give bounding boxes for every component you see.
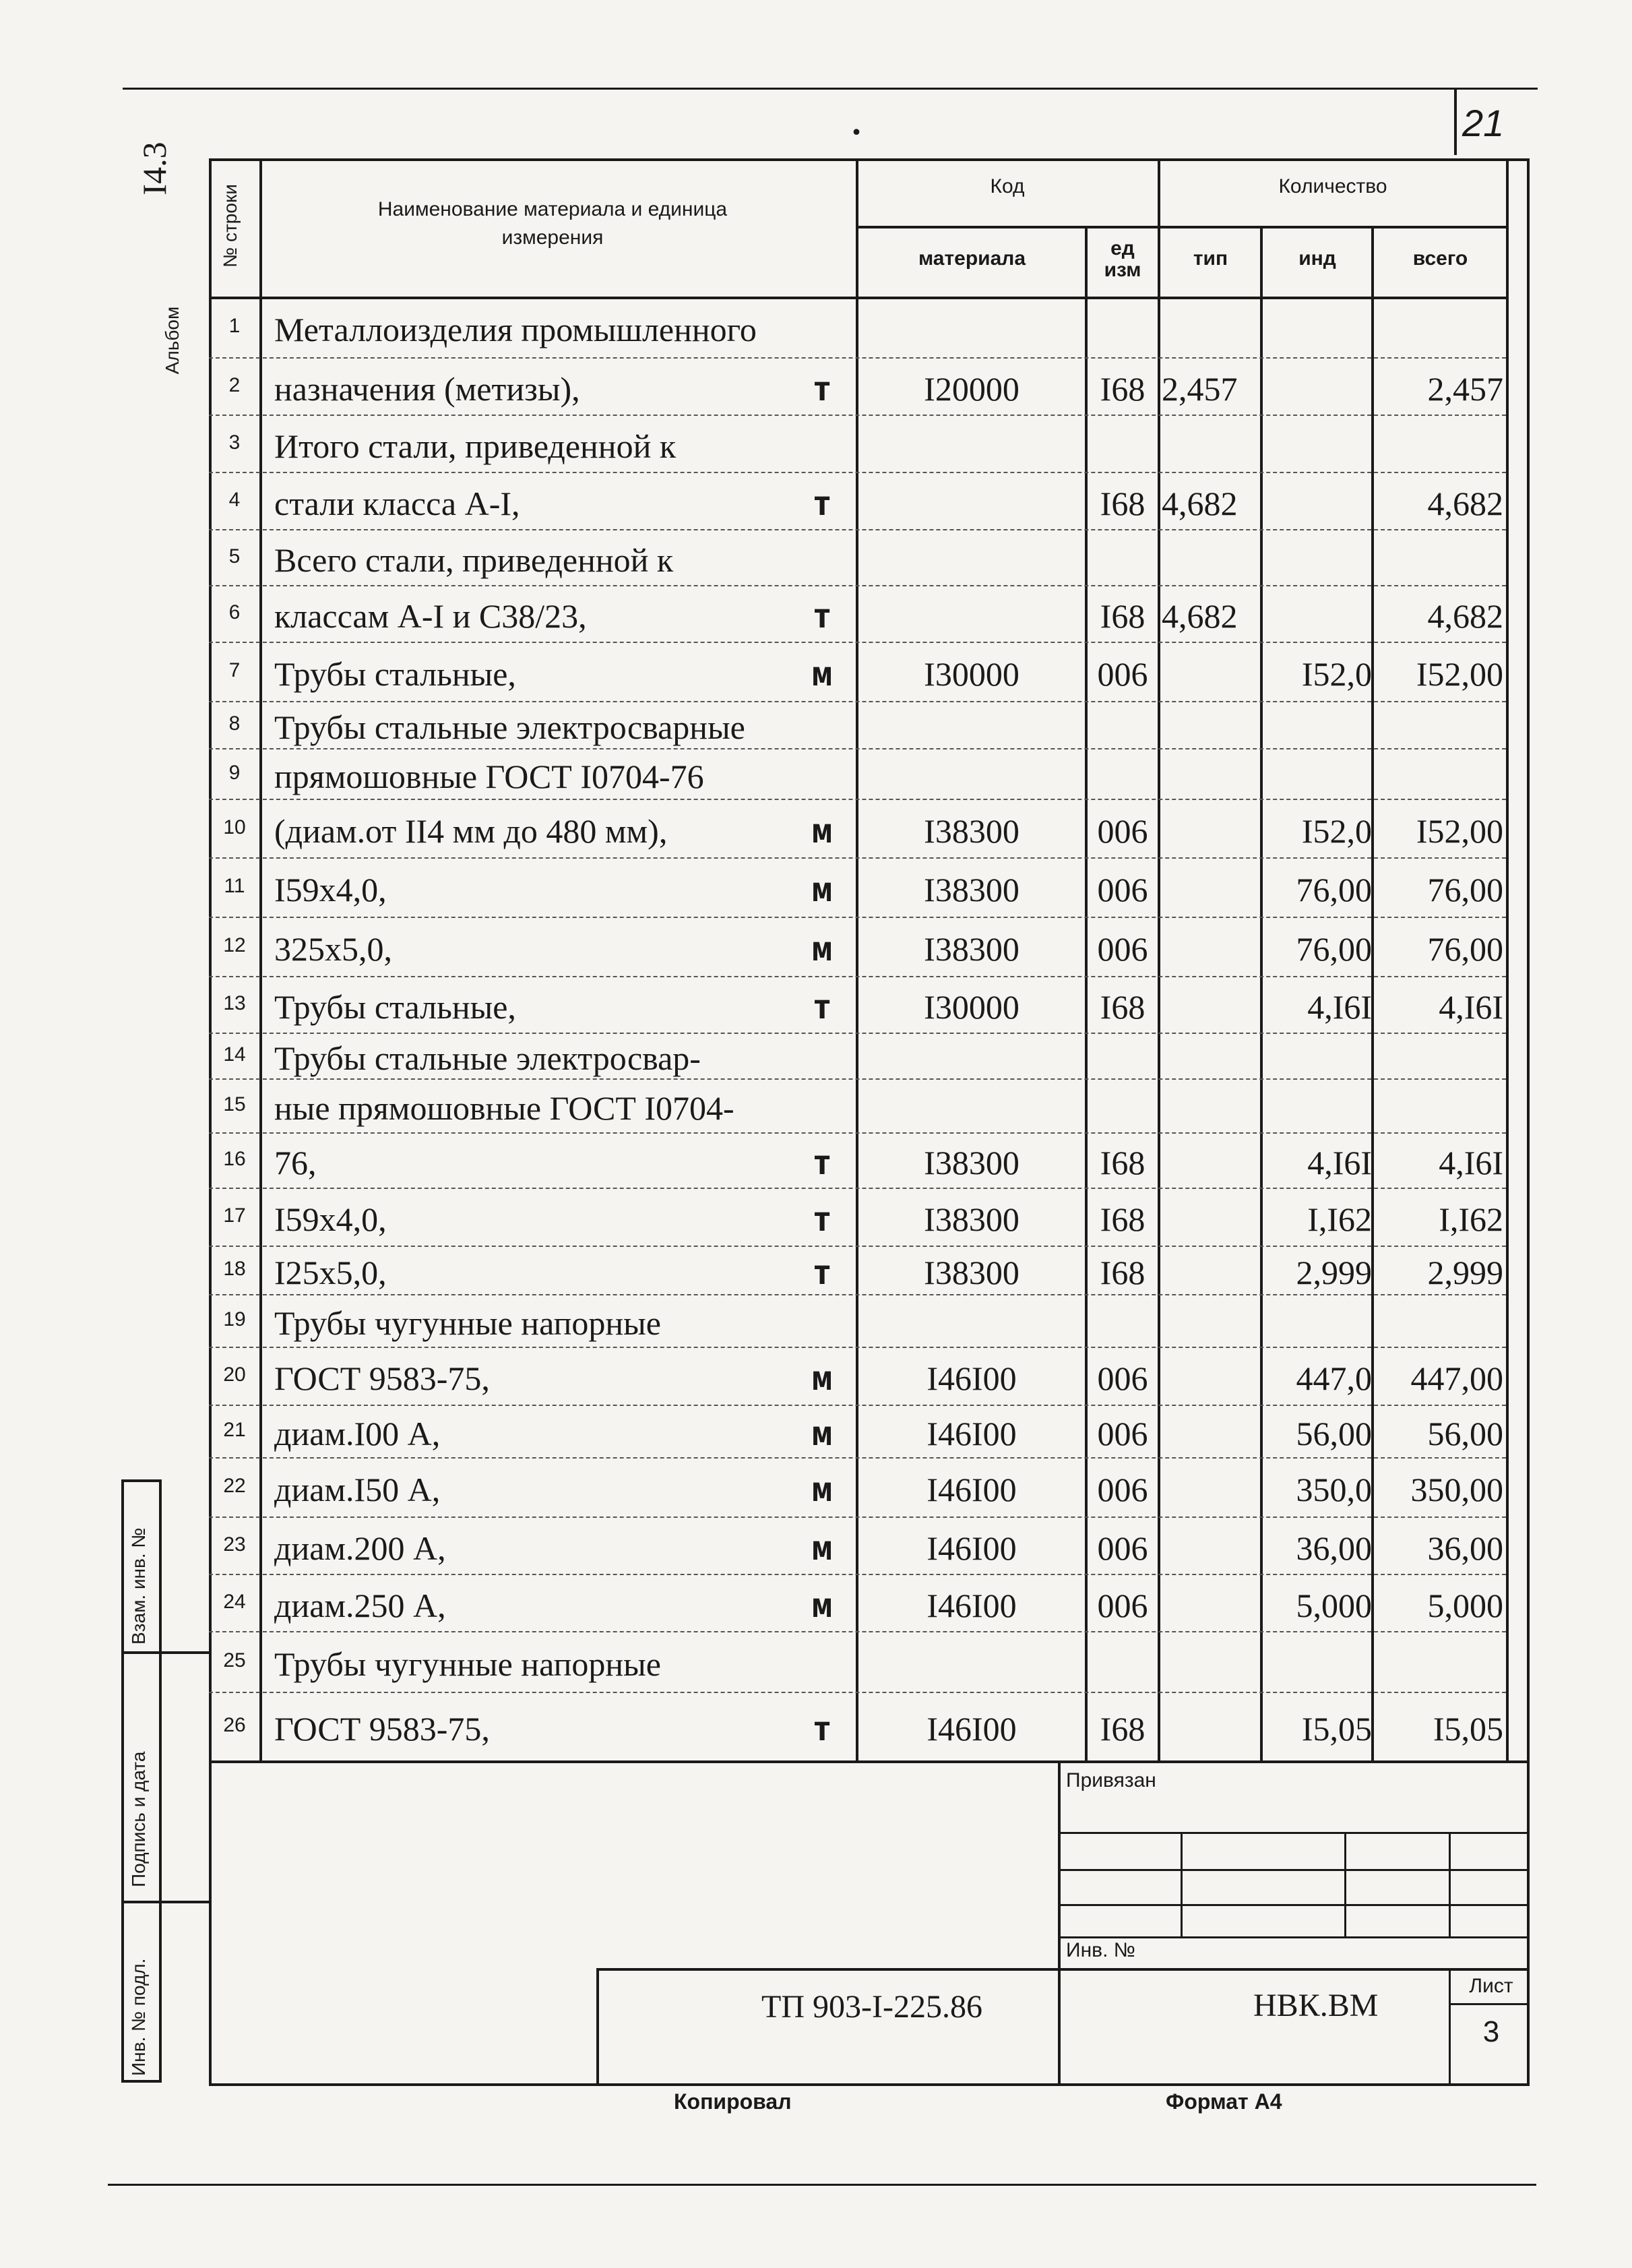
qty-total: I5,05 (1433, 1710, 1503, 1748)
unit-letter: т (811, 1200, 833, 1239)
row-number: 2 (228, 373, 241, 396)
qty-total: 4,I6I (1439, 988, 1503, 1026)
doc-mark: НВК.ВМ (1253, 1988, 1379, 2023)
material-name: прямошовные ГОСТ I0704-76 (274, 757, 704, 795)
qty-total: 76,00 (1427, 871, 1503, 909)
footer-format: Формат А4 (1166, 2089, 1282, 2114)
row-divider (209, 1631, 1506, 1632)
material-name: ГОСТ 9583-75, (274, 1710, 490, 1748)
unit-code: 006 (1097, 1529, 1148, 1567)
unit-code: 006 (1097, 1415, 1148, 1452)
material-code: I20000 (924, 369, 1019, 408)
row-number: 17 (223, 1204, 246, 1227)
unit-letter: м (811, 870, 833, 909)
header-qty-ind: инд (1298, 247, 1336, 270)
qty-total: I52,00 (1416, 811, 1503, 850)
stamp-inv-podl: Инв. № подл. (128, 1958, 149, 2076)
row-number: 15 (223, 1093, 246, 1115)
material-code: I46I00 (927, 1710, 1017, 1748)
header-code-material: материала (918, 247, 1026, 270)
row-number: 7 (228, 659, 241, 681)
row-number: 22 (223, 1475, 246, 1497)
material-code: I38300 (924, 1200, 1019, 1238)
qty-ind: I52,0 (1301, 811, 1372, 850)
row-divider (209, 1294, 1506, 1295)
row-divider (209, 1246, 1506, 1247)
qty-total: I,I62 (1439, 1200, 1503, 1238)
row-number: 24 (223, 1590, 246, 1613)
material-name: Трубы стальные электросвар- (274, 1039, 701, 1077)
qty-ind: 36,00 (1296, 1529, 1372, 1567)
qty-type: 4,682 (1162, 484, 1238, 522)
unit-code: 006 (1097, 1359, 1148, 1397)
album-number: I4.3 (135, 142, 173, 195)
qty-ind: 447,0 (1296, 1359, 1372, 1397)
row-divider (209, 1516, 1506, 1518)
unit-code: I68 (1100, 484, 1145, 522)
header-qty-total: всего (1412, 247, 1468, 270)
unit-letter: м (811, 1528, 833, 1568)
unit-letter: м (811, 1470, 833, 1509)
row-divider (209, 357, 1506, 359)
qty-total: 76,00 (1427, 930, 1503, 968)
row-number: 5 (228, 545, 241, 568)
unit-code: I68 (1100, 1144, 1145, 1182)
sheet-label: Лист (1469, 1975, 1513, 1997)
unit-letter: т (811, 1143, 833, 1182)
row-number: 16 (223, 1148, 246, 1170)
unit-letter: т (811, 369, 833, 408)
row-divider (209, 1033, 1506, 1034)
unit-letter: т (811, 483, 833, 523)
row-number: 9 (228, 761, 241, 784)
material-name: Трубы стальные, (274, 655, 516, 693)
material-name: 325х5,0, (274, 930, 392, 968)
qty-ind: 350,0 (1296, 1471, 1372, 1508)
qty-ind: 76,00 (1296, 930, 1372, 968)
unit-letter: т (811, 596, 833, 636)
header-quantity: Количество (1278, 175, 1387, 197)
top-mark: • (850, 121, 863, 145)
unit-letter: м (811, 1585, 833, 1625)
material-name: диам.I00 А, (274, 1415, 441, 1452)
row-divider (209, 529, 1506, 530)
qty-total: 4,I6I (1439, 1144, 1503, 1182)
page-number: 21 (1462, 102, 1505, 144)
qty-total: 5,000 (1427, 1586, 1503, 1624)
row-number: 14 (223, 1043, 246, 1066)
doc-code: ТП 903-I-225.86 (761, 1989, 982, 2025)
unit-letter: м (811, 929, 833, 969)
material-name: диам.I50 А, (274, 1471, 441, 1508)
qty-ind: I5,05 (1301, 1710, 1372, 1748)
qty-total: 56,00 (1427, 1415, 1503, 1452)
unit-code: 006 (1097, 655, 1148, 693)
material-name: Трубы чугунные напорные (274, 1304, 661, 1342)
material-name: I59х4,0, (274, 1200, 387, 1238)
material-name: диам.200 А, (274, 1529, 446, 1567)
material-name: ные прямошовные ГОСТ I0704- (274, 1089, 734, 1127)
unit-letter: м (811, 654, 833, 694)
qty-total: 350,00 (1410, 1471, 1503, 1508)
header-code-unit: ед изм (1104, 237, 1141, 281)
unit-code: I68 (1100, 1200, 1145, 1238)
unit-letter: т (811, 1709, 833, 1748)
qty-ind: 2,999 (1296, 1254, 1372, 1291)
row-number: 3 (228, 431, 241, 454)
row-divider (209, 585, 1506, 586)
row-number: 19 (223, 1308, 246, 1330)
header-code: Код (990, 175, 1025, 197)
material-name: 76, (274, 1144, 317, 1182)
row-number: 10 (223, 816, 246, 838)
material-code: I46I00 (927, 1529, 1017, 1567)
material-name: Трубы стальные, (274, 988, 516, 1026)
material-name: I59х4,0, (274, 871, 387, 909)
row-number: 26 (223, 1714, 246, 1736)
row-divider (209, 917, 1506, 918)
header-qty-type: тип (1193, 247, 1228, 270)
header-name: Наименование материала и единица измерения (377, 198, 728, 249)
row-number: 6 (228, 601, 241, 623)
material-name: Итого стали, приведенной к (274, 427, 677, 465)
material-code: I30000 (924, 988, 1019, 1026)
stamp-podpis-data: Подпись и дата (128, 1751, 149, 1887)
row-divider (209, 1405, 1506, 1406)
qty-total: 2,999 (1427, 1254, 1503, 1291)
material-name: назначения (метизы), (274, 369, 580, 408)
row-number: 21 (223, 1419, 246, 1441)
unit-code: I68 (1100, 597, 1145, 635)
row-number: 12 (223, 934, 246, 956)
unit-letter: т (811, 987, 833, 1026)
album-label: Альбом (162, 306, 183, 375)
material-name: Металлоизделия промышленного (274, 311, 757, 348)
qty-type: 2,457 (1162, 369, 1238, 408)
unit-letter: м (811, 1359, 833, 1398)
row-divider (209, 701, 1506, 702)
material-name: ГОСТ 9583-75, (274, 1359, 490, 1397)
material-code: I38300 (924, 1254, 1019, 1291)
unit-code: I68 (1100, 369, 1145, 408)
material-code: I46I00 (927, 1586, 1017, 1624)
unit-letter: т (811, 1253, 833, 1292)
row-divider (209, 415, 1506, 416)
unit-letter: м (811, 811, 833, 851)
row-divider (209, 1692, 1506, 1693)
qty-total: 36,00 (1427, 1529, 1503, 1567)
row-divider (209, 976, 1506, 977)
unit-code: 006 (1097, 871, 1148, 909)
qty-ind: 5,000 (1296, 1586, 1372, 1624)
material-code: I46I00 (927, 1359, 1017, 1397)
row-divider (209, 1132, 1506, 1134)
row-divider (209, 1347, 1506, 1348)
material-code: I46I00 (927, 1415, 1017, 1452)
material-name: классам А-I и С38/23, (274, 597, 587, 635)
row-divider (209, 1574, 1506, 1575)
material-name: Трубы чугунные напорные (274, 1645, 661, 1683)
stamp-inv-no: Инв. № (1066, 1939, 1135, 1961)
material-name: стали класса А-I, (274, 484, 520, 522)
material-code: I38300 (924, 1144, 1019, 1182)
unit-code: I68 (1100, 1710, 1145, 1748)
row-divider (209, 799, 1506, 800)
material-name: диам.250 А, (274, 1586, 446, 1624)
row-number: 4 (228, 488, 241, 511)
qty-ind: 4,I6I (1307, 988, 1372, 1026)
row-divider (209, 857, 1506, 859)
qty-ind: 4,I6I (1307, 1144, 1372, 1182)
unit-code: 006 (1097, 1586, 1148, 1624)
qty-type: 4,682 (1162, 597, 1238, 635)
unit-code: 006 (1097, 1471, 1148, 1508)
qty-total: 447,00 (1410, 1359, 1503, 1397)
qty-ind: 76,00 (1296, 871, 1372, 909)
unit-code: I68 (1100, 988, 1145, 1026)
qty-total: 2,457 (1427, 369, 1503, 408)
material-name: Трубы стальные электросварные (274, 708, 745, 746)
qty-ind: I,I62 (1307, 1200, 1372, 1238)
qty-ind: 56,00 (1296, 1415, 1372, 1452)
material-code: I46I00 (927, 1471, 1017, 1508)
unit-code: 006 (1097, 811, 1148, 850)
qty-total: 4,682 (1427, 484, 1503, 522)
row-number: 20 (223, 1363, 246, 1386)
row-number: 25 (223, 1649, 246, 1672)
row-divider (209, 1188, 1506, 1189)
unit-code: I68 (1100, 1254, 1145, 1291)
row-number: 1 (228, 315, 241, 337)
stamp-privyazan: Привязан (1066, 1769, 1156, 1791)
header-row-no: № строки (220, 184, 241, 268)
material-code: I38300 (924, 930, 1019, 968)
unit-letter: м (811, 1414, 833, 1453)
material-name: (диам.от II4 мм до 480 мм), (274, 811, 668, 850)
material-code: I38300 (924, 871, 1019, 909)
unit-code: 006 (1097, 930, 1148, 968)
sheet-number: 3 (1482, 2015, 1500, 2048)
row-divider (209, 1078, 1506, 1080)
qty-total: 4,682 (1427, 597, 1503, 635)
row-number: 8 (228, 712, 241, 735)
row-divider (209, 642, 1506, 643)
qty-ind: I52,0 (1301, 655, 1372, 693)
row-number: 11 (224, 875, 245, 897)
row-divider (209, 1457, 1506, 1459)
row-number: 23 (223, 1533, 246, 1556)
material-name: I25х5,0, (274, 1254, 387, 1291)
footer-copied: Копировал (674, 2089, 792, 2114)
row-number: 18 (223, 1258, 246, 1280)
qty-total: I52,00 (1416, 655, 1503, 693)
row-divider (209, 748, 1506, 749)
row-divider (209, 472, 1506, 473)
material-code: I38300 (924, 811, 1019, 850)
stamp-vzam-inv: Взам. инв. № (128, 1527, 149, 1645)
material-name: Всего стали, приведенной к (274, 541, 674, 579)
material-code: I30000 (924, 655, 1019, 693)
row-number: 13 (223, 992, 246, 1014)
